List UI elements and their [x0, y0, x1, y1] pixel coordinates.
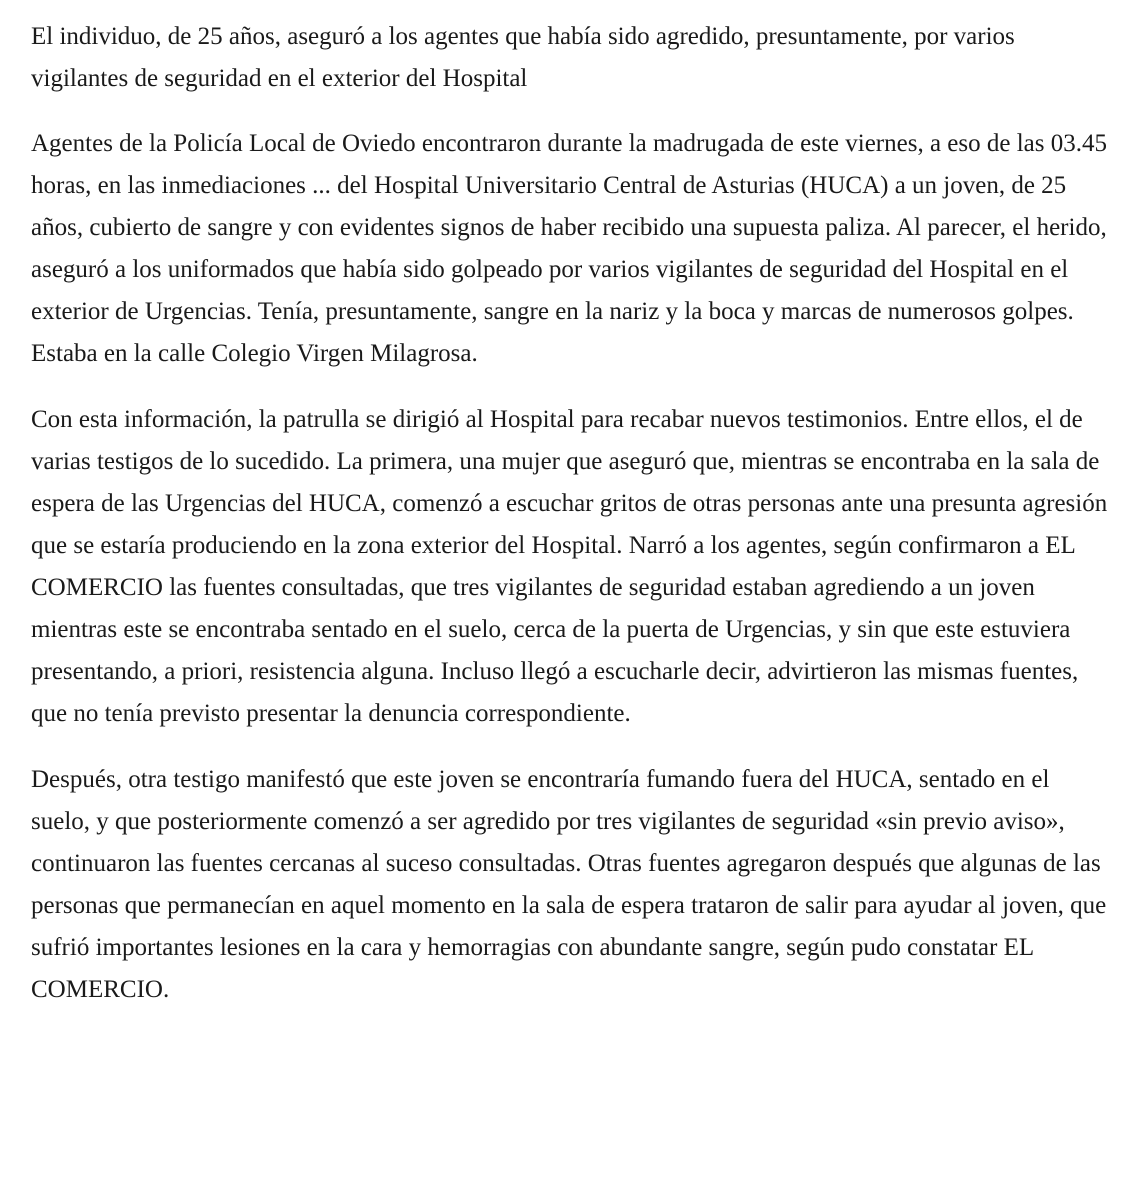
- article-paragraph-3: Después, otra testigo manifestó que este joven se encontraría fumando fuera del HUCA, sentado en el suelo, y que posteriormente comenzó a ser agredido por tres vigilantes de seguridad «sin previo aviso», continuaron las fuentes cercanas al suceso consultadas. Otras fuentes agregaron después que algunas de las personas que permanecían en aquel momento en la sala de espera trataron de salir para ayudar al joven, que sufrió importantes lesiones en la cara y hemorragias con abundante sangre, según pudo constatar EL COMERCIO.: [31, 766, 1107, 1003]
- article-subtitle: El individuo, de 25 años, aseguró a los agentes que había sido agredido, presuntamente, por varios vigilantes de seguridad en el exterior del Hospital: [31, 23, 1015, 92]
- article-body: [31, 16, 1111, 1035]
- article-paragraph-1: Agentes de la Policía Local de Oviedo encontraron durante la madrugada de este viernes, a eso de las 03.45 horas, en las inmediaciones ... del Hospital Universitario Central de Asturias (HUCA) a un joven, de 25 años, cubierto de sangre y con evidentes signos de haber recibido una supuesta paliza. Al parecer, el herido, aseguró a los uniformados que había sido golpeado por varios vigilantes de seguridad del Hospital en el exterior de Urgencias. Tenía, presuntamente, sangre en la nariz y la boca y marcas de numerosos golpes. Estaba en la calle Colegio Virgen Milagrosa.: [31, 130, 1107, 367]
- article-paragraph-2: Con esta información, la patrulla se dirigió al Hospital para recabar nuevos testimonios. Entre ellos, el de varias testigos de lo sucedido. La primera, una mujer que aseguró que, mientras se encontraba en la sala de espera de las Urgencias del HUCA, comenzó a escuchar gritos de otras personas ante una presunta agresión que se estaría produciendo en la zona exterior del Hospital. Narró a los agentes, según confirmaron a EL COMERCIO las fuentes consultadas, que tres vigilantes de seguridad estaban agrediendo a un joven mientras este se encontraba sentado en el suelo, cerca de la puerta de Urgencias, y sin que este estuviera presentando, a priori, resistencia alguna. Incluso llegó a escucharle decir, advirtieron las mismas fuentes, que no tenía previsto presentar la denuncia correspondiente.: [31, 406, 1108, 727]
